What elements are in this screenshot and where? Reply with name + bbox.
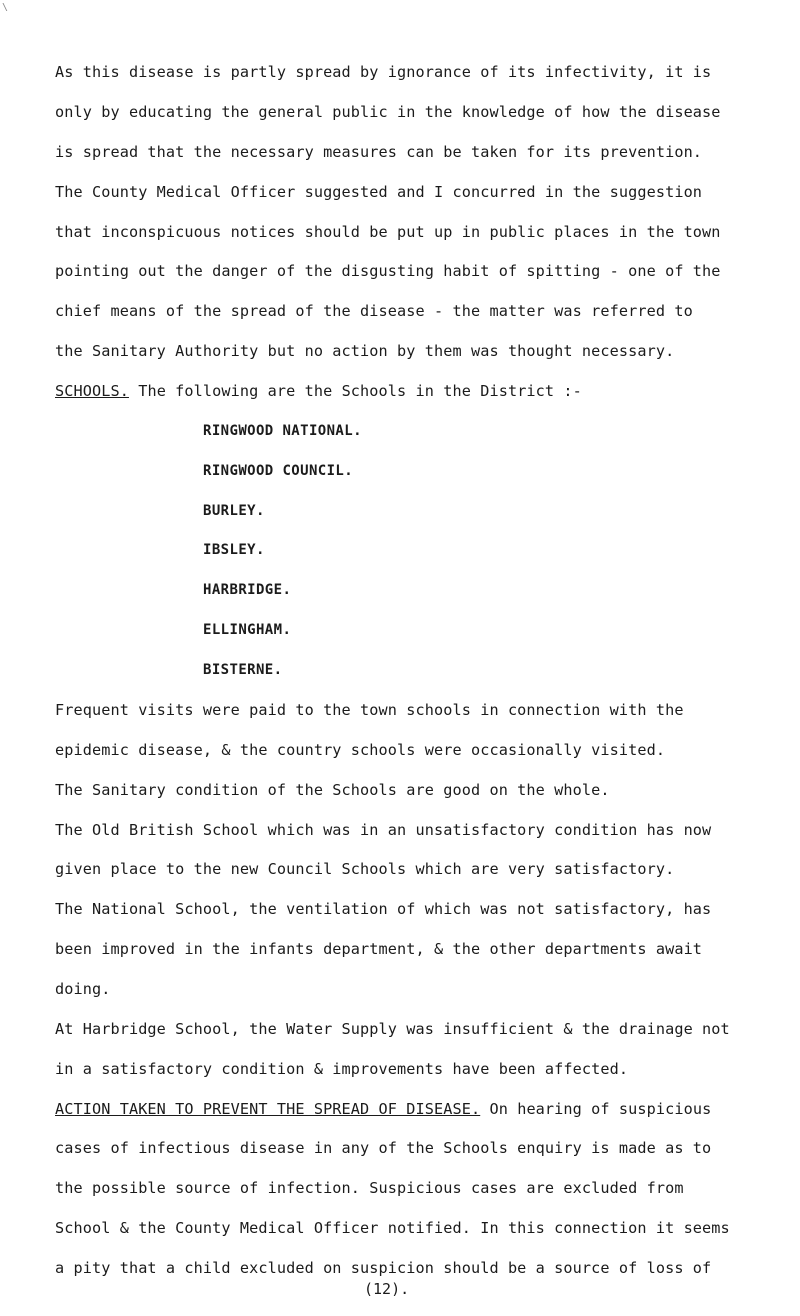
action-first-line-rest: On hearing of suspicious	[489, 1099, 712, 1118]
body-line: the Sanitary Authority but no action by them was thought necessary.	[55, 342, 675, 361]
body-line: given place to the new Council Schools which are very satisfactory.	[55, 860, 675, 879]
schools-intro: The following are the Schools in the District :-	[138, 381, 582, 400]
school-list-item: IBSLEY.	[203, 542, 265, 559]
school-list-item: ELLINGHAM.	[203, 622, 292, 639]
body-line: cases of infectious disease in any of the Schools enquiry is made as to	[55, 1139, 712, 1158]
action-heading-line	[55, 1099, 780, 1119]
body-line: chief means of the spread of the disease - the matter was referred to	[55, 302, 693, 321]
body-line: Frequent visits were paid to the town schools in connection with the	[55, 700, 684, 719]
body-line: As this disease is partly spread by ignorance of its infectivity, it is	[55, 63, 712, 81]
body-line: is spread that the necessary measures can be taken for its prevention.	[55, 142, 703, 161]
school-list-item: BURLEY.	[203, 502, 265, 519]
page-number: (12).	[364, 1280, 410, 1298]
body-line: The County Medical Officer suggested and I concurred in the suggestion	[55, 182, 703, 201]
body-line: The Sanitary condition of the Schools are good on the whole.	[55, 780, 610, 799]
action-heading: ACTION TAKEN TO PREVENT THE SPREAD OF DISEASE.	[55, 1099, 481, 1118]
body-line: in a satisfactory condition & improvements have been affected.	[55, 1059, 629, 1078]
body-line: that inconspicuous notices should be put up in public places in the town	[55, 222, 721, 241]
body-line: only by educating the general public in the knowledge of how the disease	[55, 102, 721, 121]
school-list-item: RINGWOOD COUNCIL.	[203, 462, 354, 479]
body-line: a pity that a child excluded on suspicion should be a source of loss of	[55, 1259, 712, 1277]
body-line: pointing out the danger of the disgusting habit of spitting - one of the	[55, 262, 721, 281]
schools-heading-line	[55, 381, 780, 401]
body-line: The Old British School which was in an unsatisfactory condition has now	[55, 820, 712, 839]
body-line: doing.	[55, 979, 111, 998]
body-line: epidemic disease, & the country schools were occasionally visited.	[55, 740, 666, 759]
school-list-item: RINGWOOD NATIONAL.	[203, 422, 362, 439]
schools-heading: SCHOOLS.	[55, 381, 129, 400]
body-line: School & the County Medical Officer notified. In this connection it seems	[55, 1219, 730, 1238]
body-line: been improved in the infants department, & the other departments await	[55, 940, 703, 959]
body-line: The National School, the ventilation of which was not satisfactory, has	[55, 900, 712, 919]
body-line: the possible source of infection. Suspicious cases are excluded from	[55, 1179, 684, 1198]
school-list-item: HARBRIDGE.	[203, 582, 292, 599]
school-list-item: BISTERNE.	[203, 662, 283, 678]
body-line: At Harbridge School, the Water Supply was insufficient & the drainage not	[55, 1019, 730, 1038]
scan-corner-mark: \	[2, 2, 9, 13]
